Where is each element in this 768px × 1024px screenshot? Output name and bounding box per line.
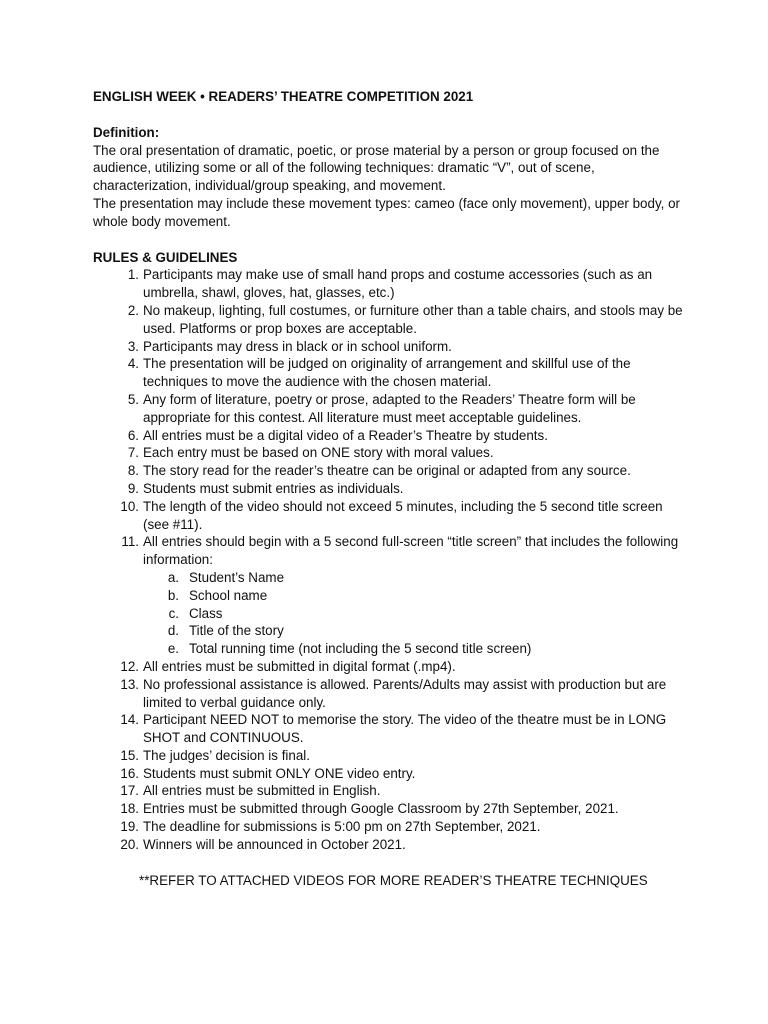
definition-paragraph: The oral presentation of dramatic, poetic, or prose material by a person or group focused on the audience, utilizing some or all of the following techniques: dramatic “V”, out of scene, characterization, individual/group speaking, and movement. [93, 142, 660, 194]
rule-item: 18. Entries must be submitted through Google Classroom by 27th September, 2021. [120, 801, 619, 817]
sub-item: b. School name [167, 587, 268, 603]
rule-item: 11. All entries should begin with a 5 second full-screen “title screen” that includes the following information: a. Student’s Name b. School name c. Class d. Title of the story e. Total running time (not including the 5 second title screen) [97, 533, 683, 658]
sub-item: e. Total running time (not including the 5 second title screen) [167, 641, 532, 657]
rule-item: 9. Students must submit entries as individuals. [127, 480, 404, 496]
rule-item: 2. No makeup, lighting, full costumes, or furniture other than a table chairs, and stools may be used. Platforms or prop boxes are acceptable. [127, 302, 683, 336]
rule-item: 5. Any form of literature, poetry or prose, adapted to the Readers’ Theatre form will be appropriate for this contest. All literature must meet acceptable guidelines. [127, 391, 636, 425]
rule-item: 10. The length of the video should not exceed 5 minutes, including the 5 second title screen (see #11). [120, 498, 663, 532]
rule-item: 20. Winners will be announced in October 2021. [120, 836, 406, 852]
rule-item: 13. No professional assistance is allowed. Parents/Adults may assist with production but are limited to verbal guidance only. [120, 676, 667, 710]
rule-item: 4. The presentation will be judged on originality of arrangement and skillful use of the techniques to move the audience with the chosen material. [127, 356, 631, 390]
rule-item: 17. All entries must be submitted in English. [120, 783, 381, 799]
rules-list [97, 266, 683, 853]
definition-heading: Definition: [93, 124, 160, 140]
title-screen-info-list [143, 569, 683, 658]
rule-item: 16. Students must submit ONLY ONE video entry. [120, 765, 416, 781]
document-title: ENGLISH WEEK • READERS’ THEATRE COMPETITION 2021 [93, 89, 474, 104]
rule-item: 6. All entries must be a digital video of a Reader’s Theatre by students. [127, 427, 548, 443]
rule-item: 19. The deadline for submissions is 5:00 pm on 27th September, 2021. [120, 819, 541, 835]
techniques-note: **REFER TO ATTACHED VIDEOS FOR MORE READER’S THEATRE TECHNIQUES [139, 872, 648, 888]
rules-heading: RULES & GUIDELINES [93, 249, 238, 265]
rule-item: 8. The story read for the reader’s theatre can be original or adapted from any source. [127, 463, 631, 479]
rule-item: 3. Participants may dress in black or in school uniform. [127, 338, 452, 354]
rule-item: 1. Participants may make use of small hand props and costume accessories (such as an umbrella, shawl, gloves, hat, glasses, etc.) [127, 267, 653, 301]
rule-item: 15. The judges’ decision is final. [120, 747, 310, 763]
rule-item: 12. All entries must be submitted in digital format (.mp4). [120, 658, 456, 674]
rule-item: 14. Participant NEED NOT to memorise the story. The video of the theatre must be in LONG SHOT and CONTINUOUS. [120, 712, 667, 746]
movement-types-paragraph: The presentation may include these movement types: cameo (face only movement), upper body, or whole body movement. [93, 195, 681, 229]
sub-item: d. Title of the story [167, 623, 284, 639]
rule-item: 7. Each entry must be based on ONE story with moral values. [127, 445, 494, 461]
sub-item: c. Class [168, 605, 223, 621]
document-body [93, 88, 683, 889]
sub-item: a. Student’s Name [167, 569, 285, 585]
